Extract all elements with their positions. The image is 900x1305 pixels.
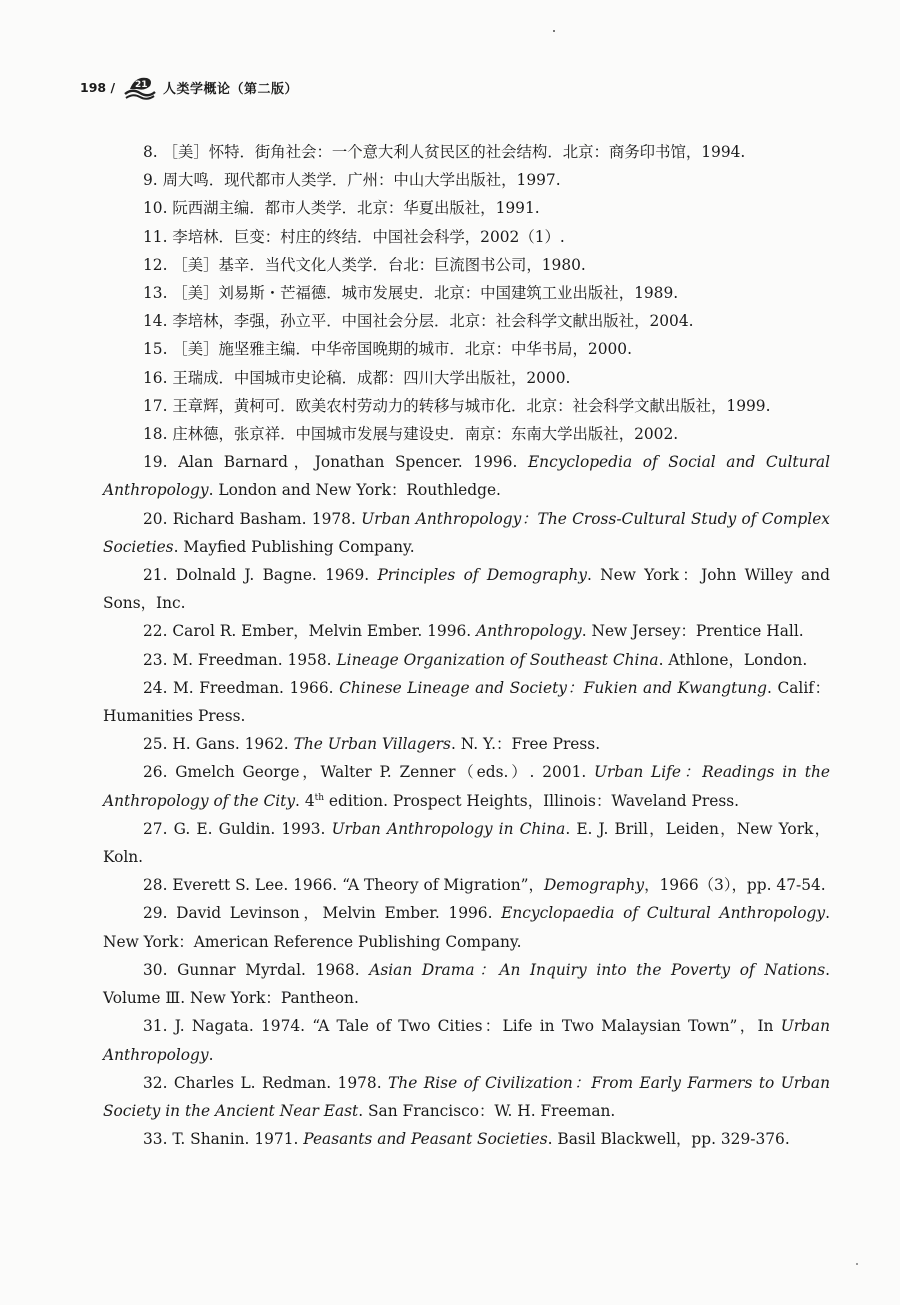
- reference-title: Peasants and Peasant Societies: [303, 1130, 548, 1149]
- reference-item: [103, 871, 830, 899]
- reference-text: 8. ［美］怀特．街角社会：一个意大利人贫民区的社会结构．北京：商务印书馆，1994.: [143, 143, 746, 161]
- reference-text: 25. H. Gans. 1962.: [143, 735, 294, 754]
- reference-title: Asian Drama：An Inquiry into the Poverty of Nations: [369, 960, 826, 979]
- reference-text: . N. Y.：Free Press.: [450, 735, 601, 754]
- reference-item: [103, 420, 830, 448]
- reference-item: [103, 899, 830, 955]
- reference-text: 20. Richard Basham. 1978.: [143, 509, 362, 528]
- reference-text: . Volume Ⅲ. New York：Pantheon.: [103, 960, 831, 1008]
- reference-text: 24. M. Freedman. 1966.: [143, 678, 340, 697]
- reference-item: [103, 279, 830, 307]
- reference-item: [103, 364, 830, 392]
- reference-item: [103, 448, 830, 504]
- reference-text: 30. Gunnar Myrdal. 1968.: [143, 960, 370, 979]
- reference-item: [103, 730, 830, 758]
- reference-title: Anthropology: [476, 622, 582, 641]
- reference-text: 26. Gmelch George，Walter P. Zenner（eds.）. 2001.: [143, 763, 595, 782]
- reference-text: 17. 王章辉，黄柯可．欧美农村劳动力的转移与城市化．北京：社会科学文献出版社，1999.: [143, 396, 771, 415]
- reference-item: [103, 138, 830, 166]
- reference-text: . New Jersey：Prentice Hall.: [581, 622, 804, 641]
- reference-text: 27. G. E. Guldin. 1993.: [143, 819, 332, 838]
- reference-text: 12. ［美］基辛．当代文化人类学．台北：巨流图书公司，1980.: [143, 255, 586, 274]
- reference-item: [103, 1125, 830, 1153]
- reference-item: [103, 674, 830, 730]
- reference-title: The Rise of Civilization：From Early Farmers to Urban Society in the Ancient Near East: [103, 1073, 830, 1120]
- reference-item: [103, 758, 830, 814]
- reference-text: . Athlone，London.: [658, 650, 808, 669]
- reference-item: [103, 166, 830, 194]
- reference-title: Urban Anthropology in China: [331, 819, 566, 838]
- reference-title: Principles of Demography: [377, 566, 587, 585]
- reference-item: [103, 561, 830, 617]
- reference-item: [103, 617, 830, 645]
- reference-item: [103, 505, 830, 561]
- reference-text: ，1966（3），pp. 47-54.: [644, 876, 826, 895]
- reference-title: Chinese Lineage and Society：Fukien and Kwangtung: [339, 678, 768, 697]
- reference-text: 14. 李培林，李强，孙立平．中国社会分层．北京：社会科学文献出版社，2004.: [143, 312, 694, 331]
- reference-text: .: [208, 1045, 214, 1064]
- reference-text: 33. T. Shanin. 1971.: [143, 1130, 304, 1149]
- reference-text: 23. M. Freedman. 1958.: [143, 650, 337, 669]
- reference-text: 11. 李培林．巨变：村庄的终结．中国社会科学，2002（1）.: [143, 227, 565, 246]
- reference-text: 22. Carol R. Ember，Melvin Ember. 1996.: [143, 622, 477, 641]
- reference-title: Urban Anthropology：The Cross-Cultural Study of Complex Societies: [103, 509, 830, 556]
- reference-text: 32. Charles L. Redman. 1978.: [143, 1073, 389, 1092]
- reference-item: [103, 307, 830, 335]
- reference-text: 19. Alan Barnard，Jonathan Spencer. 1996.: [143, 453, 528, 472]
- reference-title: Encyclopaedia of Cultural Anthropology: [501, 904, 826, 923]
- reference-text: 10. 阮西湖主编．都市人类学．北京：华夏出版社，1991.: [143, 199, 540, 218]
- scan-speck: [856, 1263, 858, 1265]
- reference-title: Urban Life：Readings in the Anthropology of the City: [103, 763, 830, 810]
- reference-text: 16. 王瑞成．中国城市史论稿．成都：四川大学出版社，2000.: [143, 368, 571, 387]
- reference-text: . Calif：Humanities Press.: [103, 678, 831, 726]
- reference-text: . 4: [295, 791, 315, 810]
- reference-text: 13. ［美］刘易斯・芒福德．城市发展史．北京：中国建筑工业出版社，1989.: [143, 284, 679, 303]
- reference-item: [103, 223, 830, 251]
- reference-item: [103, 1012, 830, 1068]
- book-title: 人类学概论（第二版）: [163, 81, 299, 97]
- reference-title: Lineage Organization of Southeast China: [336, 650, 659, 669]
- reference-text: 21. Dolnald J. Bagne. 1969.: [143, 566, 378, 585]
- page-number: 198 /: [80, 79, 116, 95]
- reference-text: edition. Prospect Heights，Illinois：Waveland Press.: [324, 791, 740, 810]
- reference-text: . Mayfied Publishing Company.: [173, 537, 415, 556]
- reference-text: 28. Everett S. Lee. 1966. “A Theory of Migration”，: [143, 876, 544, 895]
- reference-text: 18. 庄林德，张京祥．中国城市发展与建设史．南京：东南大学出版社，2002.: [143, 425, 679, 444]
- reference-title: Urban Anthropology: [103, 1017, 830, 1064]
- reference-item: [103, 1069, 830, 1125]
- reference-item: [103, 815, 830, 871]
- reference-text: . New York：John Willey and Sons，Inc.: [103, 566, 830, 613]
- reference-text: . London and New York：Routhledge.: [208, 481, 501, 500]
- reference-title: Encyclopedia of Social and Cultural Anthropology: [103, 453, 830, 500]
- reference-item: [103, 956, 830, 1012]
- page-header: [80, 72, 298, 102]
- reference-text: 29. David Levinson，Melvin Ember. 1996.: [143, 904, 502, 923]
- reference-title: The Urban Villagers: [293, 735, 451, 754]
- superscript: th: [314, 792, 325, 803]
- reference-item: [103, 251, 830, 279]
- reference-text: 9. 周大鸣．现代都市人类学．广州：中山大学出版社，1997.: [143, 171, 561, 190]
- publisher-logo-icon: [123, 72, 157, 102]
- reference-item: [103, 646, 830, 674]
- scan-speck: [553, 30, 555, 32]
- reference-text: 31. J. Nagata. 1974. “A Tale of Two Cities：Life in Two Malaysian Town”，In: [143, 1017, 781, 1036]
- reference-item: [103, 392, 830, 420]
- reference-text: . San Francisco：W. H. Freeman.: [358, 1101, 616, 1120]
- reference-text: . E. J. Brill，Leiden，New York，Koln.: [103, 819, 830, 867]
- svg-text:21: 21: [135, 80, 148, 90]
- reference-item: [103, 194, 830, 222]
- reference-list: [103, 138, 830, 1153]
- reference-text: . Basil Blackwell，pp. 329-376.: [547, 1130, 790, 1149]
- reference-text: 15. ［美］施坚雅主编．中华帝国晚期的城市．北京：中华书局，2000.: [143, 340, 632, 359]
- reference-text: . New York：American Reference Publishing Company.: [103, 904, 830, 951]
- reference-title: Demography: [543, 876, 645, 895]
- reference-item: [103, 335, 830, 363]
